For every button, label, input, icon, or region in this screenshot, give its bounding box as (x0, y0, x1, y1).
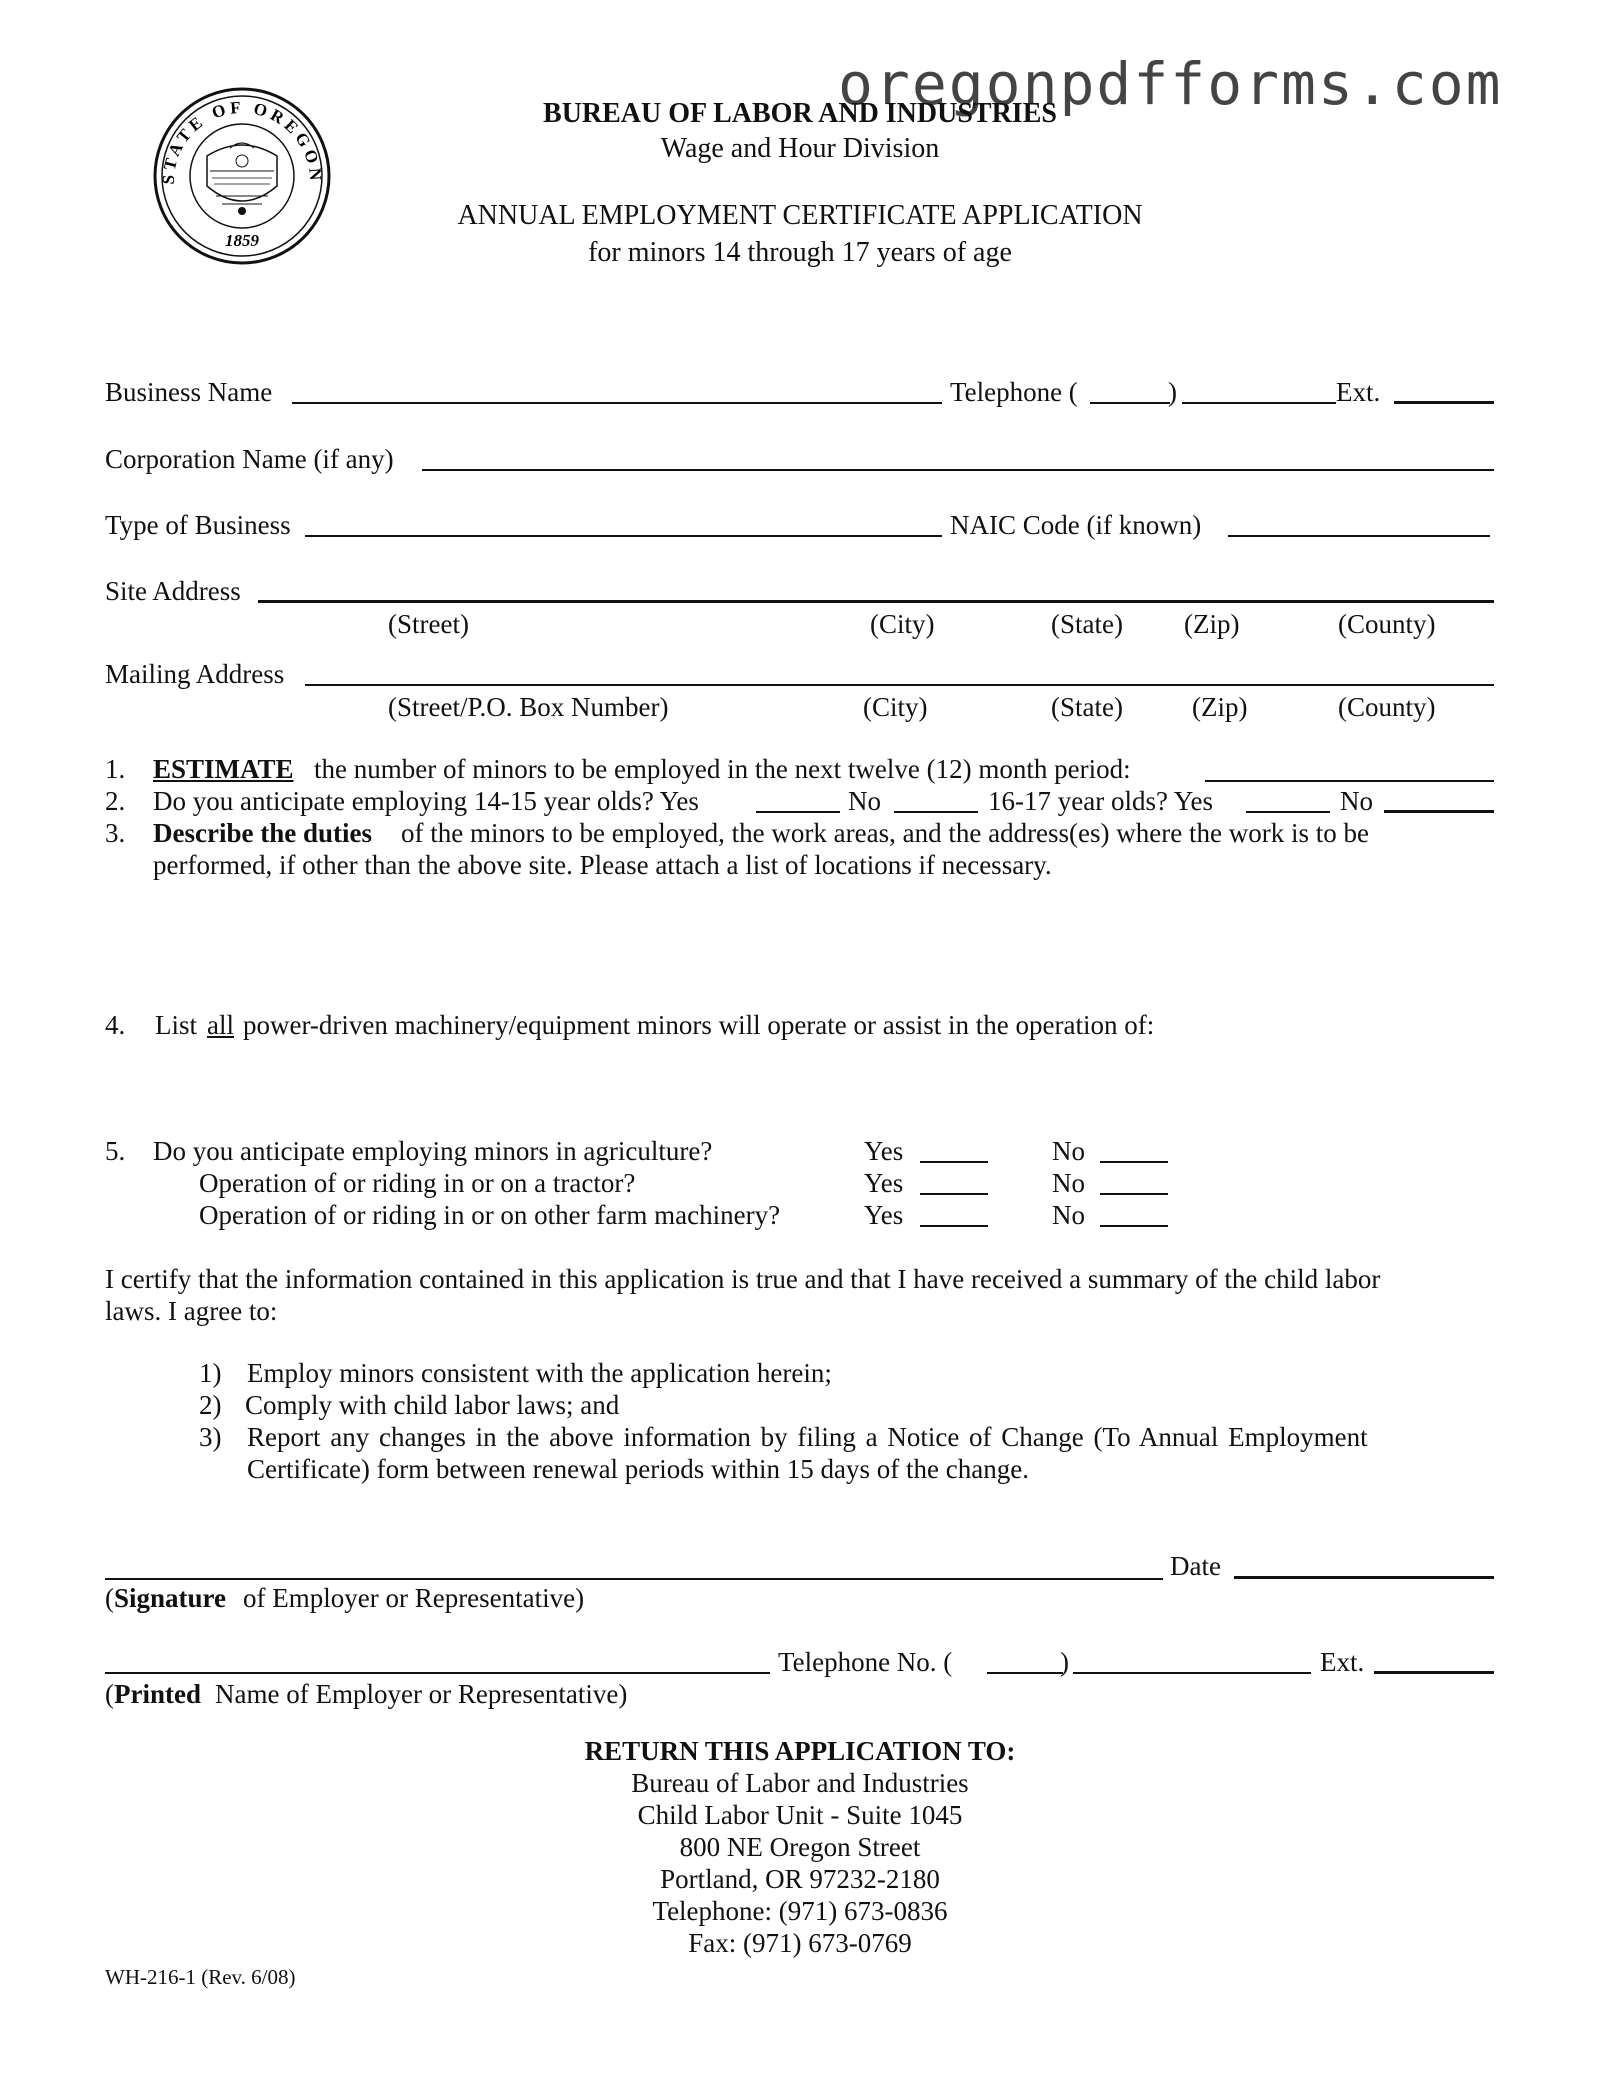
q2-older-label: 16-17 year olds? Yes (988, 786, 1213, 816)
mailing-city-caption: (City) (863, 692, 928, 722)
svg-text:1859: 1859 (225, 231, 259, 250)
agreement-3-number: 3) (199, 1422, 222, 1452)
date-label: Date (1170, 1551, 1221, 1581)
q5-row-1-yes-field[interactable] (920, 1161, 988, 1163)
q2-young-no-field[interactable] (894, 811, 978, 813)
agreement-3-text: Report any changes in the above information by filing a Notice of Change (To Annual Employment (247, 1422, 1368, 1452)
site-county-caption: (County) (1338, 609, 1436, 639)
q2-no-label: No (848, 786, 881, 816)
mailing-street-caption: (Street/P.O. Box Number) (388, 692, 669, 722)
certify-line-1: I certify that the information contained in this application is true and that I have received a summary of the child labor (105, 1264, 1381, 1294)
printed-caption-paren: ( (105, 1679, 114, 1709)
telephone-field[interactable] (1182, 402, 1336, 404)
site-zip-caption: (Zip) (1184, 609, 1240, 639)
corporation-name-field[interactable] (422, 469, 1494, 471)
q5-row-3-yes-field[interactable] (920, 1225, 988, 1227)
printed-caption-bold: Printed (114, 1679, 201, 1709)
signature-caption-bold: Signature (114, 1583, 227, 1613)
certify-line-2: laws. I agree to: (105, 1296, 278, 1326)
q3-answer-area[interactable] (153, 885, 1494, 995)
agreement-1-text: Employ minors consistent with the application herein; (247, 1358, 832, 1388)
q3-number: 3. (105, 818, 126, 848)
q5-row-1-label: Do you anticipate employing minors in agriculture? (153, 1136, 713, 1166)
q2-text: Do you anticipate employing 14-15 year olds? Yes (153, 786, 699, 816)
q2-number: 2. (105, 786, 126, 816)
business-name-label: Business Name (105, 377, 273, 407)
q4-text: power-driven machinery/equipment minors will operate or assist in the operation of: (243, 1010, 1155, 1040)
signature-ext-label: Ext. (1320, 1647, 1365, 1677)
site-address-label: Site Address (105, 576, 241, 606)
printed-name-field[interactable] (105, 1672, 770, 1674)
agreement-1-number: 1) (199, 1358, 222, 1388)
mailing-county-caption: (County) (1338, 692, 1436, 722)
q3-text-cont: performed, if other than the above site. Please attach a list of locations if necessary. (153, 850, 1052, 880)
q4-number: 4. (105, 1010, 126, 1040)
ext-label: Ext. (1336, 377, 1381, 407)
return-line-5: Telephone: (971) 673-0836 (652, 1896, 948, 1926)
date-field[interactable] (1234, 1576, 1494, 1579)
signature-caption-paren: ( (105, 1583, 114, 1613)
return-line-3: 800 NE Oregon Street (679, 1832, 921, 1862)
q4-answer-area[interactable] (153, 1045, 1494, 1125)
agreement-2-text: Comply with child labor laws; and (245, 1390, 620, 1420)
q5-row-2-yes-field[interactable] (920, 1193, 988, 1195)
q2-older-yes-field[interactable] (1246, 811, 1330, 813)
q4-list-word: List (155, 1010, 198, 1040)
q2-older-no-field[interactable] (1384, 810, 1494, 813)
agreement-3-text-cont: Certificate) form between renewal periods within 15 days of the change. (247, 1454, 1029, 1484)
state-seal-logo (152, 86, 332, 266)
return-line-2: Child Labor Unit - Suite 1045 (637, 1800, 963, 1830)
ext-field[interactable] (1394, 401, 1494, 404)
area-code-field[interactable] (1090, 402, 1170, 404)
return-line-6: Fax: (971) 673-0769 (688, 1928, 912, 1958)
telephone-label: Telephone ( (950, 377, 1078, 407)
form-title: ANNUAL EMPLOYMENT CERTIFICATE APPLICATION (457, 200, 1143, 231)
signature-caption-text: of Employer or Representative) (243, 1583, 585, 1613)
printed-caption-text: Name of Employer or Representative) (215, 1679, 628, 1709)
q3-describe-duties: Describe the duties (153, 818, 372, 848)
type-of-business-field[interactable] (305, 535, 942, 537)
site-address-field[interactable] (258, 600, 1494, 603)
mailing-zip-caption: (Zip) (1192, 692, 1248, 722)
corporation-name-label: Corporation Name (if any) (105, 444, 394, 474)
q5-row-2-yes: Yes (864, 1168, 904, 1198)
q5-row-2-no: No (1052, 1168, 1085, 1198)
signature-telephone-close: ) (1060, 1647, 1069, 1677)
q2-young-yes-field[interactable] (756, 811, 840, 813)
business-name-field[interactable] (292, 402, 942, 404)
q5-number: 5. (105, 1136, 126, 1166)
form-id: WH-216-1 (Rev. 6/08) (105, 1965, 296, 1989)
site-city-caption: (City) (870, 609, 935, 639)
q1-number: 1. (105, 754, 126, 784)
q5-row-1-no: No (1052, 1136, 1085, 1166)
q5-row-3-label: Operation of or riding in or on other farm machinery? (199, 1200, 781, 1230)
form-subtitle: for minors 14 through 17 years of age (588, 237, 1012, 268)
q5-row-3-no-field[interactable] (1100, 1225, 1168, 1227)
signature-field[interactable] (105, 1578, 1163, 1580)
agreement-2-number: 2) (199, 1390, 222, 1420)
signature-area-code-field[interactable] (987, 1672, 1063, 1674)
q1-estimate-field[interactable] (1205, 780, 1494, 782)
q4-all-word: all (207, 1010, 234, 1040)
q5-row-3-yes: Yes (864, 1200, 904, 1230)
q5-row-1-no-field[interactable] (1100, 1161, 1168, 1163)
signature-telephone-field[interactable] (1073, 1672, 1311, 1674)
signature-ext-field[interactable] (1374, 1671, 1494, 1674)
watermark: oregonpdfforms.com (838, 50, 1503, 118)
naic-code-label: NAIC Code (if known) (950, 510, 1202, 540)
q5-row-2-label: Operation of or riding in or on a tractor? (199, 1168, 636, 1198)
return-line-1: Bureau of Labor and Industries (631, 1768, 969, 1798)
q5-row-2-no-field[interactable] (1100, 1193, 1168, 1195)
q1-text: the number of minors to be employed in the next twelve (12) month period: (314, 754, 1131, 784)
q3-text: of the minors to be employed, the work areas, and the address(es) where the work is to be (401, 818, 1369, 848)
type-of-business-label: Type of Business (105, 510, 291, 540)
telephone-close-paren: ) (1168, 377, 1177, 407)
mailing-state-caption: (State) (1051, 692, 1123, 722)
agency-title: BUREAU OF LABOR AND INDUSTRIES (543, 98, 1057, 129)
division-title: Wage and Hour Division (660, 133, 940, 164)
return-heading: RETURN THIS APPLICATION TO: (584, 1736, 1016, 1766)
mailing-address-label: Mailing Address (105, 659, 285, 689)
naic-code-field[interactable] (1228, 535, 1490, 537)
q5-row-3-no: No (1052, 1200, 1085, 1230)
mailing-address-field[interactable] (305, 684, 1494, 686)
q2-no2-label: No (1340, 786, 1373, 816)
q5-row-1-yes: Yes (864, 1136, 904, 1166)
svg-text:STATE OF OREGON: STATE OF OREGON (158, 97, 326, 185)
q1-estimate: ESTIMATE (153, 754, 294, 784)
return-line-4: Portland, OR 97232-2180 (660, 1864, 940, 1894)
signature-telephone-label: Telephone No. ( (778, 1647, 953, 1677)
site-street-caption: (Street) (388, 609, 469, 639)
site-state-caption: (State) (1051, 609, 1123, 639)
